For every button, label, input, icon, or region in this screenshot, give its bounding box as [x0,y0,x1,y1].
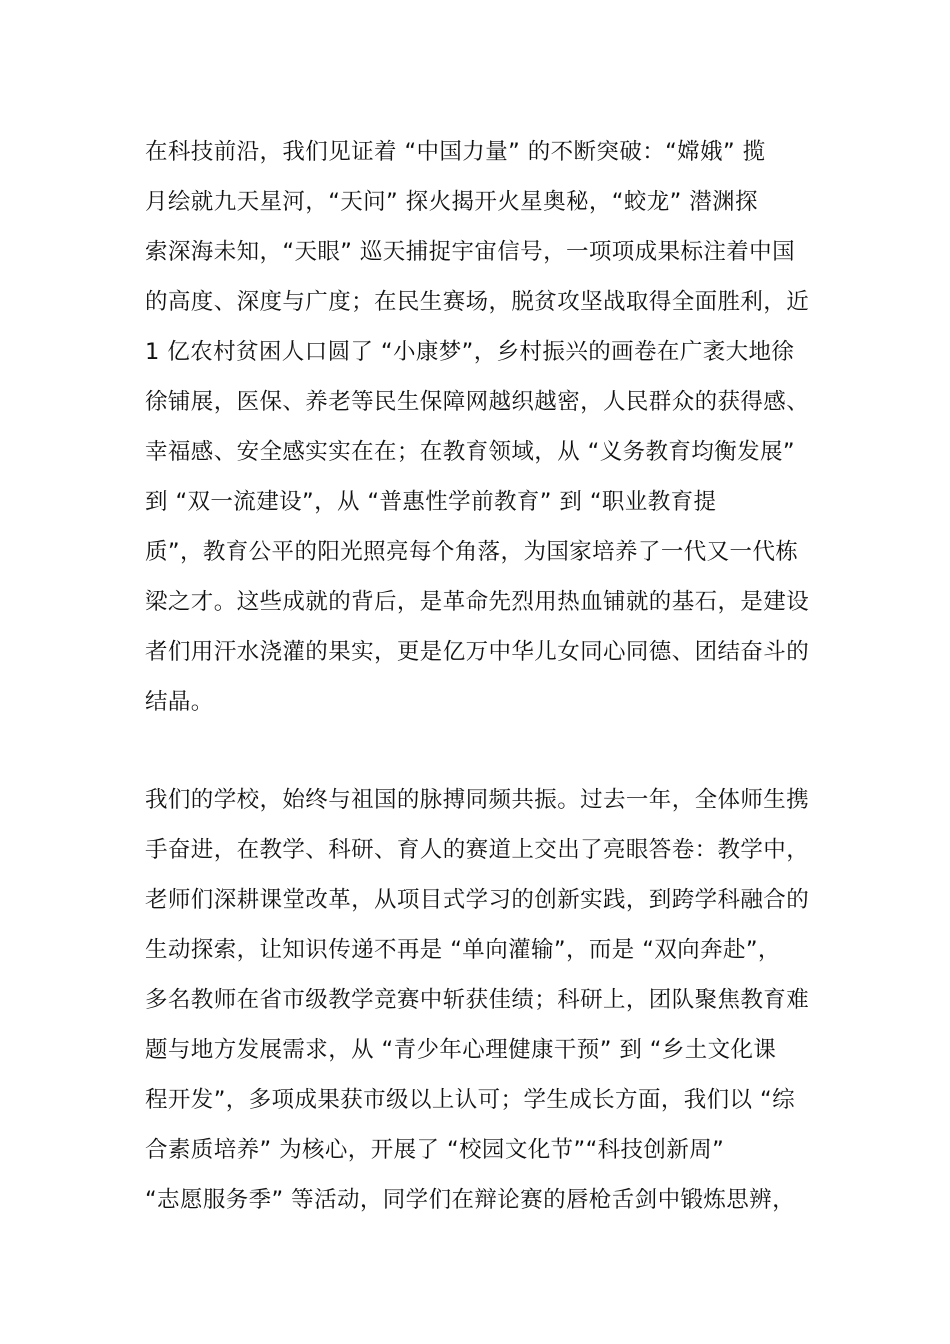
text-line: 的高度、深度与广度；在民生赛场，脱贫攻坚战取得全面胜利，近 [145,289,810,315]
text-line: 在科技前沿，我们见证着 “中国力量” 的不断突破：“嫦娥” 揽 [145,139,766,165]
text-line: 结晶。 [145,689,214,715]
text-line: 质”，教育公平的阳光照亮每个角落，为国家培养了一代又一代栋 [145,539,799,565]
text-line: 者们用汗水浇灌的果实，更是亿万中华儿女同心同德、团结奋斗的 [145,639,810,665]
text-line: 幸福感、安全感实实在在；在教育领域，从 “义务教育均衡发展” [145,439,795,465]
text-line: 到 “双一流建设”，从 “普惠性学前教育” 到 “职业教育提 [145,489,717,515]
text-line: 生动探索，让知识传递不再是 “单向灌输”，而是 “双向奔赴”， [145,937,781,963]
text-line: 手奋进，在教学、科研、育人的赛道上交出了亮眼答卷：教学中， [145,837,810,863]
text-line: 程开发”，多项成果获市级以上认可；学生成长方面，我们以 “综 [145,1087,795,1113]
text-line: 梁之才。这些成就的背后，是革命先烈用热血铺就的基石，是建设 [145,589,810,615]
text-line: 1 亿农村贫困人口圆了 “小康梦”，乡村振兴的画卷在广袤大地徐 [145,339,795,365]
text-line: 我们的学校，始终与祖国的脉搏同频共振。过去一年，全体师生携 [145,787,810,813]
text-line: 索深海未知，“天眼” 巡天捕捉宇宙信号，一项项成果标注着中国 [145,239,795,265]
text-line: 合素质培养” 为核心，开展了 “校园文化节”“科技创新周” [145,1137,725,1163]
text-line: 老师们深耕课堂改革，从项目式学习的创新实践，到跨学科融合的 [145,887,810,913]
text-line: 多名教师在省市级教学竞赛中斩获佳绩；科研上，团队聚焦教育难 [145,987,810,1013]
text-line: 徐铺展，医保、养老等民生保障网越织越密，人民群众的获得感、 [145,389,810,415]
text-line: 月绘就九天星河，“天问” 探火揭开火星奥秘，“蛟龙” 潜渊探 [145,189,758,215]
text-line: “志愿服务季” 等活动，同学们在辩论赛的唇枪舌剑中锻炼思辨， [145,1187,795,1213]
text-line: 题与地方发展需求，从 “青少年心理健康干预” 到 “乡土文化课 [145,1037,777,1063]
